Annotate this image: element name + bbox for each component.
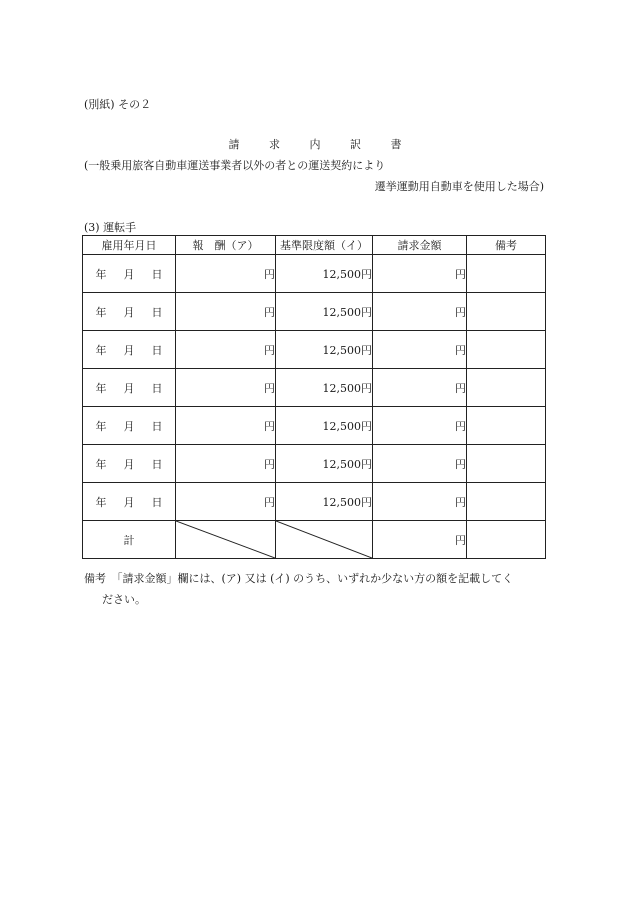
standard-limit-cell: 12,500円 [276, 331, 373, 369]
month-label: 月 [123, 419, 135, 433]
diagonal-slash [276, 521, 372, 558]
employment-date-cell[interactable] [83, 407, 176, 445]
month-label: 月 [123, 381, 135, 395]
year-label: 年 [95, 343, 107, 357]
remarks-cell[interactable] [467, 369, 546, 407]
day-label: 日 [151, 267, 163, 281]
table-row [83, 483, 546, 521]
day-label: 日 [151, 343, 163, 357]
year-label: 年 [95, 381, 107, 395]
table-row [83, 369, 546, 407]
table-row [83, 445, 546, 483]
remarks-cell[interactable] [467, 293, 546, 331]
claim-amount-cell[interactable]: 円 [373, 369, 467, 407]
standard-limit-cell: 12,500円 [276, 293, 373, 331]
reward-cell[interactable]: 円 [176, 369, 276, 407]
remarks-cell[interactable] [467, 483, 546, 521]
header-reward: 報 酬（ア） [176, 236, 276, 255]
section-label: (3) 運転手 [84, 221, 137, 234]
day-label: 日 [151, 419, 163, 433]
total-remarks-cell[interactable] [467, 521, 546, 559]
day-label: 日 [151, 381, 163, 395]
claim-amount-cell[interactable]: 円 [373, 331, 467, 369]
total-label: 計 [83, 521, 176, 559]
appendix-label: (別紙) その２ [84, 98, 152, 111]
year-label: 年 [95, 267, 107, 281]
standard-limit-cell: 12,500円 [276, 483, 373, 521]
employment-date-cell[interactable] [83, 483, 176, 521]
remarks-cell[interactable] [467, 255, 546, 293]
month-label: 月 [123, 305, 135, 319]
title-char: 内 [309, 138, 321, 151]
employment-date-cell[interactable] [83, 445, 176, 483]
header-employment-date: 雇用年月日 [83, 236, 176, 255]
title-char: 求 [269, 138, 280, 151]
month-label: 月 [123, 457, 135, 471]
standard-limit-cell: 12,500円 [276, 407, 373, 445]
remarks-cell[interactable] [467, 407, 546, 445]
subtitle-line-2: 遷挙運動用自動車を使用した場合) [374, 180, 544, 193]
table-row [83, 407, 546, 445]
reward-total-slashed [176, 521, 276, 559]
remarks-cell[interactable] [467, 331, 546, 369]
year-label: 年 [95, 305, 107, 319]
standard-limit-cell: 12,500円 [276, 445, 373, 483]
table-row [83, 255, 546, 293]
day-label: 日 [151, 495, 163, 509]
employment-date-cell[interactable] [83, 293, 176, 331]
reward-cell[interactable]: 円 [176, 407, 276, 445]
table-header-row [83, 236, 546, 255]
reward-cell[interactable]: 円 [176, 331, 276, 369]
employment-date-cell[interactable] [83, 369, 176, 407]
table-row [83, 293, 546, 331]
remarks-cell[interactable] [467, 445, 546, 483]
reward-cell[interactable]: 円 [176, 445, 276, 483]
month-label: 月 [123, 267, 135, 281]
claim-amount-cell[interactable]: 円 [373, 293, 467, 331]
employment-date-cell[interactable] [83, 255, 176, 293]
header-standard-limit: 基準限度額（イ） [276, 236, 373, 255]
reward-cell[interactable]: 円 [176, 483, 276, 521]
subtitle-line-1: (一般乗用旅客自動車運送事業者以外の者との運送契約により [84, 159, 386, 172]
table-row [83, 331, 546, 369]
claim-amount-cell[interactable]: 円 [373, 407, 467, 445]
month-label: 月 [123, 495, 135, 509]
document-title [0, 136, 630, 152]
year-label: 年 [95, 419, 107, 433]
employment-date-cell[interactable] [83, 331, 176, 369]
total-claim-amount-cell[interactable]: 円 [373, 521, 467, 559]
header-remarks: 備考 [467, 236, 546, 255]
header-claim-amount: 請求金額 [373, 236, 467, 255]
limit-total-slashed [276, 521, 373, 559]
year-label: 年 [95, 495, 107, 509]
reward-cell[interactable]: 円 [176, 293, 276, 331]
day-label: 日 [151, 457, 163, 471]
claim-amount-cell[interactable]: 円 [373, 255, 467, 293]
claim-breakdown-table [82, 235, 546, 559]
day-label: 日 [151, 305, 163, 319]
reward-cell[interactable]: 円 [176, 255, 276, 293]
claim-amount-cell[interactable]: 円 [373, 445, 467, 483]
total-row [83, 521, 546, 559]
year-label: 年 [95, 457, 107, 471]
title-char: 書 [390, 138, 402, 151]
diagonal-slash [176, 521, 275, 558]
note-line-2: ださい。 [102, 593, 146, 606]
standard-limit-cell: 12,500円 [276, 369, 373, 407]
note-line-1: 備考 「請求金額」欄には、(ア) 又は (イ) のうち、いずれか少ない方の額を記載してく [84, 572, 514, 585]
standard-limit-cell: 12,500円 [276, 255, 373, 293]
claim-amount-cell[interactable]: 円 [373, 483, 467, 521]
title-char: 訳 [350, 138, 361, 151]
month-label: 月 [123, 343, 135, 357]
title-char: 請 [228, 138, 240, 151]
